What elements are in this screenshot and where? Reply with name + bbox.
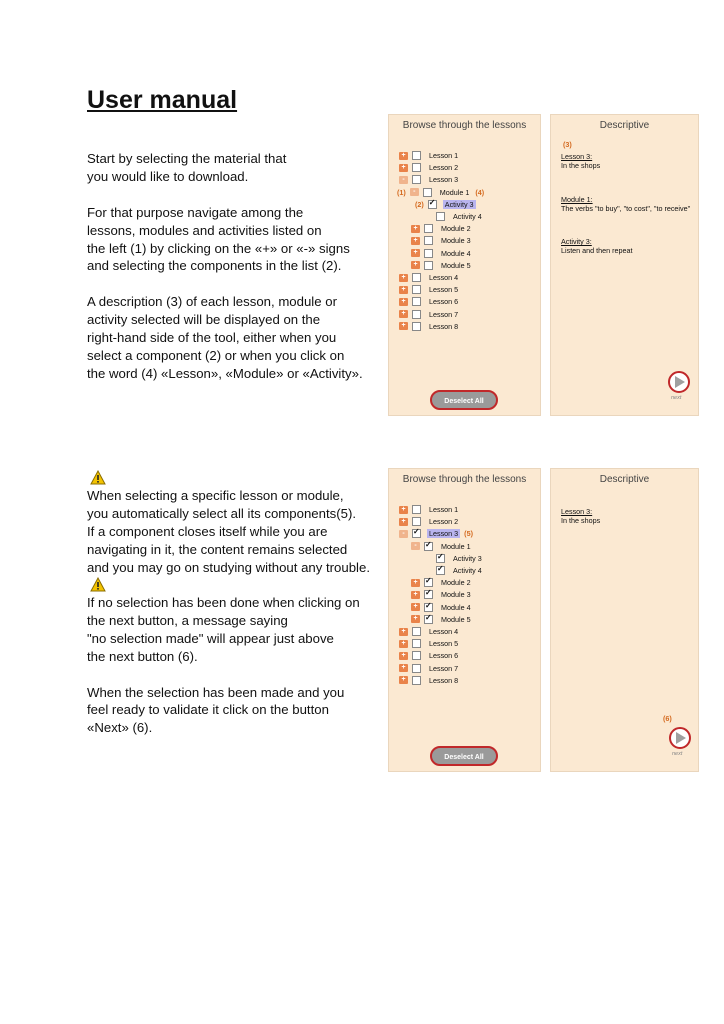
warning-triangle-icon (90, 577, 106, 592)
next-label: next (671, 395, 682, 401)
text-line: you would like to download. (87, 168, 249, 184)
tree-item-lesson-6[interactable] (399, 296, 460, 307)
tree-item-label[interactable]: Lesson 3 (429, 529, 459, 539)
tree-item-label[interactable]: Lesson 8 (429, 675, 459, 685)
expand-icon[interactable]: + (399, 310, 408, 318)
browse-panel-title: Browse through the lessons (402, 120, 527, 131)
description-heading[interactable]: Module 1: (561, 195, 593, 204)
text-line (87, 666, 360, 684)
tree-item-label[interactable]: Module 4 (441, 248, 471, 258)
warning-triangle-icon (90, 470, 106, 485)
description-block (561, 507, 692, 525)
text-line (87, 186, 363, 204)
tree-item-lesson-8[interactable] (399, 675, 460, 686)
item-checkbox[interactable] (428, 200, 437, 209)
item-checkbox[interactable] (436, 566, 445, 575)
item-checkbox[interactable] (412, 163, 421, 172)
tree-item-activity-4[interactable] (436, 211, 484, 222)
descriptive-panel-title: Descriptive (599, 474, 650, 485)
tree-item-label[interactable]: Module 2 (441, 578, 471, 588)
item-checkbox[interactable] (412, 505, 421, 514)
description-text: The verbs "to buy", "to cost", "to receive" (561, 204, 691, 213)
text-line: navigating in it, the content remains selected (87, 541, 348, 557)
item-checkbox[interactable] (424, 261, 433, 270)
expand-icon[interactable]: + (399, 664, 408, 672)
next-button[interactable] (669, 727, 691, 749)
item-checkbox[interactable] (412, 151, 421, 160)
tree-item-lesson-7[interactable] (399, 309, 460, 320)
tree-item-activity-3[interactable] (415, 199, 476, 210)
tree-item-label[interactable]: Module 4 (441, 602, 471, 612)
text-line: Start by selecting the material that (87, 151, 287, 166)
description-text: In the shops (561, 161, 601, 170)
marker-3: (3) (563, 140, 572, 149)
text-line: the next button, a message saying (87, 612, 288, 628)
browse-panel (388, 114, 541, 416)
text-line: the next button (6). (87, 648, 198, 664)
item-checkbox[interactable] (423, 188, 432, 197)
item-checkbox[interactable] (424, 578, 433, 587)
description-block (561, 152, 692, 170)
tree-item-lesson-8[interactable] (399, 321, 460, 332)
item-checkbox[interactable] (424, 236, 433, 245)
tree-item-label[interactable]: Lesson 7 (429, 309, 459, 319)
expand-icon[interactable]: + (411, 591, 420, 599)
tree-item-lesson-3[interactable] (399, 174, 460, 185)
tree-item-lesson-5[interactable] (399, 638, 460, 649)
collapse-icon[interactable]: - (410, 188, 419, 196)
tree-item-label[interactable]: Lesson 8 (429, 321, 459, 331)
tree-item-lesson-2[interactable] (399, 516, 460, 527)
item-checkbox[interactable] (412, 517, 421, 526)
tree-item-lesson-4[interactable] (399, 272, 460, 283)
item-checkbox[interactable] (412, 273, 421, 282)
marker-label: (2) (415, 199, 424, 209)
text-line: activity selected will be displayed on the (87, 312, 321, 328)
item-checkbox[interactable] (424, 603, 433, 612)
tree-item-module-3[interactable] (411, 589, 473, 600)
item-checkbox[interactable] (412, 651, 421, 660)
tree-item-label[interactable]: Module 3 (441, 590, 471, 600)
tree-item-module-2[interactable] (411, 577, 473, 588)
tree-item-label[interactable]: Module 1 (439, 187, 470, 197)
text-line: the word (4) «Lesson», «Module» or «Activity». (87, 365, 363, 381)
deselect-all-button[interactable]: Deselect All (430, 746, 498, 766)
expand-icon[interactable]: + (399, 518, 408, 526)
expand-icon[interactable]: + (399, 164, 408, 172)
marker-label: (1) (397, 187, 406, 197)
expand-icon[interactable]: + (411, 225, 420, 233)
collapse-icon[interactable]: - (399, 530, 408, 538)
description-heading[interactable]: Lesson 3: (561, 507, 593, 516)
tree-item-label[interactable]: Lesson 4 (429, 627, 459, 636)
text-line: and you may go on studying without any trouble. (87, 559, 370, 575)
item-checkbox[interactable] (412, 175, 421, 184)
description-heading[interactable]: Lesson 3: (561, 152, 593, 161)
tree-item-label[interactable]: Module 5 (441, 614, 471, 624)
text-line: feel ready to validate it click on the button (87, 702, 329, 718)
tree-item-lesson-4[interactable] (399, 626, 460, 637)
text-line: A description (3) of each lesson, module or (87, 294, 337, 310)
expand-icon[interactable]: + (399, 274, 408, 282)
tree-item-module-1[interactable] (397, 187, 488, 198)
next-button-text (87, 594, 360, 737)
text-line: If a component closes itself while you are (87, 523, 328, 539)
tree-item-label[interactable]: Lesson 2 (429, 517, 459, 527)
text-line: «Next» (6). (87, 720, 153, 736)
tree-item-label[interactable]: Lesson 1 (429, 151, 459, 160)
expand-icon[interactable]: + (411, 261, 420, 269)
expand-icon[interactable]: + (399, 640, 408, 648)
text-line (87, 275, 363, 293)
browse-panel (388, 468, 541, 772)
tree-item-module-5[interactable] (411, 614, 473, 625)
item-checkbox[interactable] (412, 285, 421, 294)
tree-item-module-4[interactable] (411, 602, 473, 613)
tree-item-label[interactable]: Lesson 6 (429, 651, 459, 661)
expand-icon[interactable]: + (399, 322, 408, 330)
expand-icon[interactable]: + (411, 249, 420, 257)
item-checkbox[interactable] (412, 639, 421, 648)
expand-icon[interactable]: + (411, 579, 420, 587)
description-heading[interactable]: Activity 3: (561, 237, 592, 246)
expand-icon[interactable]: + (399, 652, 408, 660)
item-checkbox[interactable] (412, 627, 421, 636)
text-line: "no selection made" will appear just above (87, 630, 334, 646)
tree-item-label[interactable]: Activity 3 (444, 199, 474, 209)
item-checkbox[interactable] (424, 249, 433, 258)
tree-item-lesson-3[interactable] (399, 528, 477, 539)
tree-item-module-5[interactable] (411, 260, 473, 271)
auto-select-text (87, 487, 370, 577)
expand-icon[interactable]: + (411, 603, 420, 611)
item-checkbox[interactable] (412, 664, 421, 673)
expand-icon[interactable]: + (399, 676, 408, 684)
item-checkbox[interactable] (436, 212, 445, 221)
description-block (561, 195, 692, 213)
tree-item-lesson-1[interactable] (399, 150, 460, 161)
tree-item-label[interactable]: Lesson 2 (429, 163, 459, 173)
tree-item-lesson-7[interactable] (399, 663, 460, 674)
item-checkbox[interactable] (424, 224, 433, 233)
tree-item-module-2[interactable] (411, 223, 473, 234)
expand-icon[interactable]: + (399, 286, 408, 294)
tree-item-activity-3[interactable] (436, 553, 484, 564)
descriptive-panel (550, 468, 699, 772)
expand-icon[interactable]: + (411, 615, 420, 623)
collapse-icon[interactable]: - (399, 176, 408, 184)
deselect-all-button[interactable]: Deselect All (430, 390, 498, 410)
page-title: User manual (87, 86, 238, 114)
marker-label: (5) (464, 529, 473, 539)
tree-item-label[interactable]: Module 1 (441, 541, 471, 551)
expand-icon[interactable]: + (399, 628, 408, 636)
item-checkbox[interactable] (424, 542, 433, 551)
text-line: If no selection has been done when clicking on (87, 595, 360, 610)
descriptive-panel-title: Descriptive (599, 120, 650, 131)
descriptive-panel (550, 114, 699, 416)
tree-item-label[interactable]: Lesson 3 (429, 175, 459, 185)
description-text: In the shops (561, 516, 601, 525)
expand-icon[interactable]: + (399, 152, 408, 160)
tree-item-label[interactable]: Activity 4 (453, 566, 482, 575)
tree-item-lesson-2[interactable] (399, 162, 460, 173)
text-line: For that purpose navigate among the (87, 204, 304, 220)
item-checkbox[interactable] (412, 322, 421, 331)
expand-icon[interactable]: + (411, 237, 420, 245)
tree-item-label[interactable]: Lesson 4 (429, 273, 459, 282)
item-checkbox[interactable] (412, 310, 421, 319)
text-line: you automatically select all its components(5). (87, 505, 356, 521)
tree-item-label[interactable]: Module 3 (441, 236, 471, 246)
text-line: and selecting the components in the list (2). (87, 258, 342, 274)
marker-6: (6) (663, 714, 672, 723)
tree-item-lesson-6[interactable] (399, 650, 460, 661)
tree-item-module-1[interactable] (411, 541, 473, 552)
collapse-icon[interactable]: - (411, 542, 420, 550)
next-button[interactable] (668, 371, 690, 393)
item-checkbox[interactable] (424, 615, 433, 624)
text-line: select a component (2) or when you click on (87, 347, 345, 363)
tree-item-lesson-1[interactable] (399, 504, 460, 515)
description-text: Listen and then repeat (561, 246, 633, 255)
expand-icon[interactable]: + (399, 506, 408, 514)
text-line: lessons, modules and activities listed on (87, 222, 322, 238)
intro-text (87, 150, 363, 383)
browse-panel-title: Browse through the lessons (402, 474, 527, 485)
item-checkbox[interactable] (412, 297, 421, 306)
tree-item-label[interactable]: Lesson 6 (429, 297, 459, 307)
text-line: When the selection has been made and you (87, 684, 345, 700)
tree-item-label[interactable]: Activity 3 (453, 553, 482, 563)
tree-item-label[interactable]: Lesson 7 (429, 663, 459, 673)
text-line: the left (1) by clicking on the «+» or «-» signs (87, 240, 350, 256)
item-checkbox[interactable] (424, 590, 433, 599)
tree-item-module-4[interactable] (411, 248, 473, 259)
tree-item-label[interactable]: Lesson 5 (429, 639, 459, 649)
tree-item-label[interactable]: Activity 4 (453, 212, 482, 221)
text-line: right-hand side of the tool, either when you (87, 330, 337, 346)
tree-item-lesson-5[interactable] (399, 284, 460, 295)
expand-icon[interactable]: + (399, 298, 408, 306)
marker-label: (4) (475, 187, 485, 197)
item-checkbox[interactable] (436, 554, 445, 563)
tree-item-label[interactable]: Module 2 (441, 224, 471, 234)
tree-item-label[interactable]: Lesson 1 (429, 505, 459, 514)
tree-item-activity-4[interactable] (436, 565, 484, 576)
description-block (561, 237, 692, 255)
next-label: next (672, 751, 683, 757)
tree-item-label[interactable]: Module 5 (441, 260, 471, 270)
tree-item-module-3[interactable] (411, 235, 473, 246)
text-line: When selecting a specific lesson or module, (87, 488, 344, 503)
item-checkbox[interactable] (412, 529, 421, 538)
item-checkbox[interactable] (412, 676, 421, 685)
tree-item-label[interactable]: Lesson 5 (429, 285, 459, 295)
